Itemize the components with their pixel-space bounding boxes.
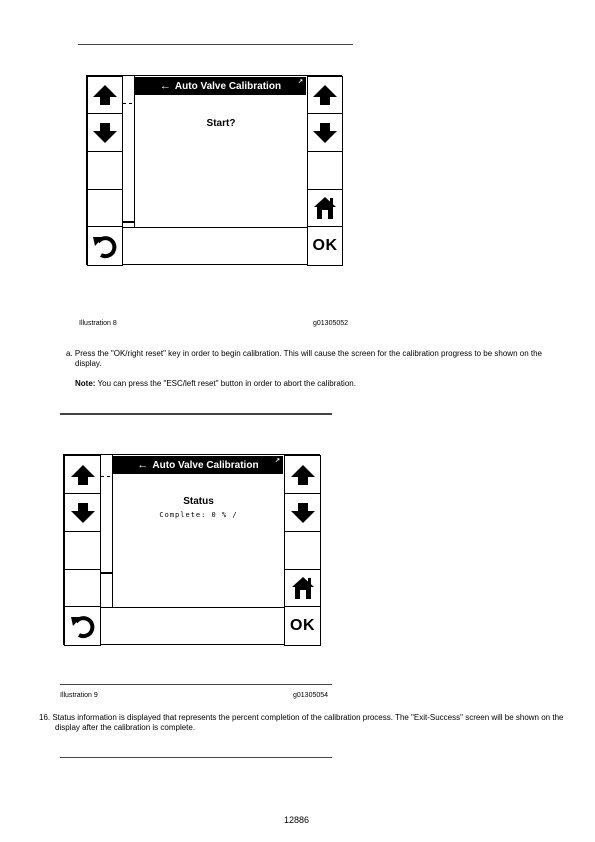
down-arrow-icon: [312, 122, 338, 144]
scroll-dash: [129, 103, 132, 104]
illustration-8-display: [86, 75, 342, 265]
left-blank-button-1[interactable]: [87, 151, 123, 190]
home-button[interactable]: [284, 569, 321, 607]
down-arrow-button[interactable]: [87, 113, 123, 152]
left-blank-button-2[interactable]: [87, 189, 123, 227]
status-detail: Complete: 0 % /: [159, 511, 238, 519]
note-label: Note:: [75, 379, 96, 388]
title-back-arrow: ←: [159, 80, 171, 92]
scroll-position-marker: [101, 572, 113, 574]
screen-title-bar: [113, 456, 283, 474]
screen-title: Auto Valve Calibration: [152, 459, 259, 471]
step-a-text: a. Press the "OK/right reset" key in order to begin calibration. This will cause the screen for the calibration progress to be shown on the display.: [66, 349, 542, 368]
scroll-indicator: [123, 76, 135, 227]
back-button[interactable]: [87, 226, 123, 266]
screen-title-bar: [135, 77, 306, 95]
back-button[interactable]: [64, 606, 101, 646]
up-arrow-button[interactable]: [64, 455, 101, 494]
top-rule: [78, 44, 353, 45]
up-arrow-icon: [290, 464, 316, 486]
ok-button[interactable]: [307, 226, 343, 266]
back-icon: [70, 613, 96, 639]
scroll-position-marker: [123, 221, 135, 223]
screen-bottom-bar: [101, 607, 284, 646]
step-a-note: [75, 379, 545, 389]
right-blank-button[interactable]: [284, 531, 321, 570]
screen-bottom-bar: [123, 227, 307, 266]
home-icon: [291, 576, 315, 600]
page-number: 12886: [284, 815, 310, 825]
up-arrow-icon: [312, 84, 338, 106]
down-arrow-icon: [92, 122, 118, 144]
ok-label: OK: [312, 237, 338, 254]
screen-title: Auto Valve Calibration: [174, 80, 282, 92]
down-arrow-icon: [70, 502, 96, 524]
back-icon: [92, 233, 118, 259]
down-arrow-button[interactable]: [64, 493, 101, 532]
illustration-9-caption: Illustration 9: [60, 692, 98, 699]
home-icon: [313, 196, 337, 220]
up-arrow-button-right[interactable]: [307, 76, 343, 114]
right-blank-button[interactable]: [307, 151, 343, 190]
signal-indicator-icon: ↗: [297, 79, 303, 85]
scroll-indicator: [101, 455, 113, 607]
illustration-8-caption: Illustration 8: [79, 320, 117, 327]
scroll-dash: [107, 476, 110, 477]
status-label: Status: [183, 496, 214, 507]
section-rule: [60, 413, 332, 415]
signal-indicator-icon: ↗: [274, 458, 280, 464]
up-arrow-icon: [70, 464, 96, 486]
home-button[interactable]: [307, 189, 343, 227]
up-arrow-icon: [92, 84, 118, 106]
down-arrow-icon: [290, 502, 316, 524]
step-16-text: 16. Status information is displayed that represents the percent completion of the calibration process. The "Exit-Success" screen will be shown on the display after the calibration is complete.: [39, 713, 564, 732]
up-arrow-button-right[interactable]: [284, 455, 321, 494]
scroll-dash: [101, 476, 104, 477]
down-arrow-button-right[interactable]: [307, 113, 343, 152]
note-text: You can press the "ESC/left reset" button in order to abort the calibration.: [95, 379, 356, 388]
ok-button[interactable]: [284, 606, 321, 646]
down-arrow-button-right[interactable]: [284, 493, 321, 532]
start-prompt: Start?: [206, 118, 236, 129]
left-blank-button-2[interactable]: [64, 569, 101, 607]
illustration-9-code: g01305054: [293, 692, 329, 699]
bottom-rule: [60, 757, 332, 758]
caption-rule: [60, 684, 332, 685]
illustration-9-display: [63, 454, 320, 645]
title-back-arrow: ←: [137, 459, 149, 471]
illustration-8-code: g01305052: [313, 320, 349, 327]
ok-label: OK: [290, 617, 315, 634]
scroll-dash: [123, 103, 126, 104]
left-blank-button-1[interactable]: [64, 531, 101, 570]
up-arrow-button[interactable]: [87, 76, 123, 114]
